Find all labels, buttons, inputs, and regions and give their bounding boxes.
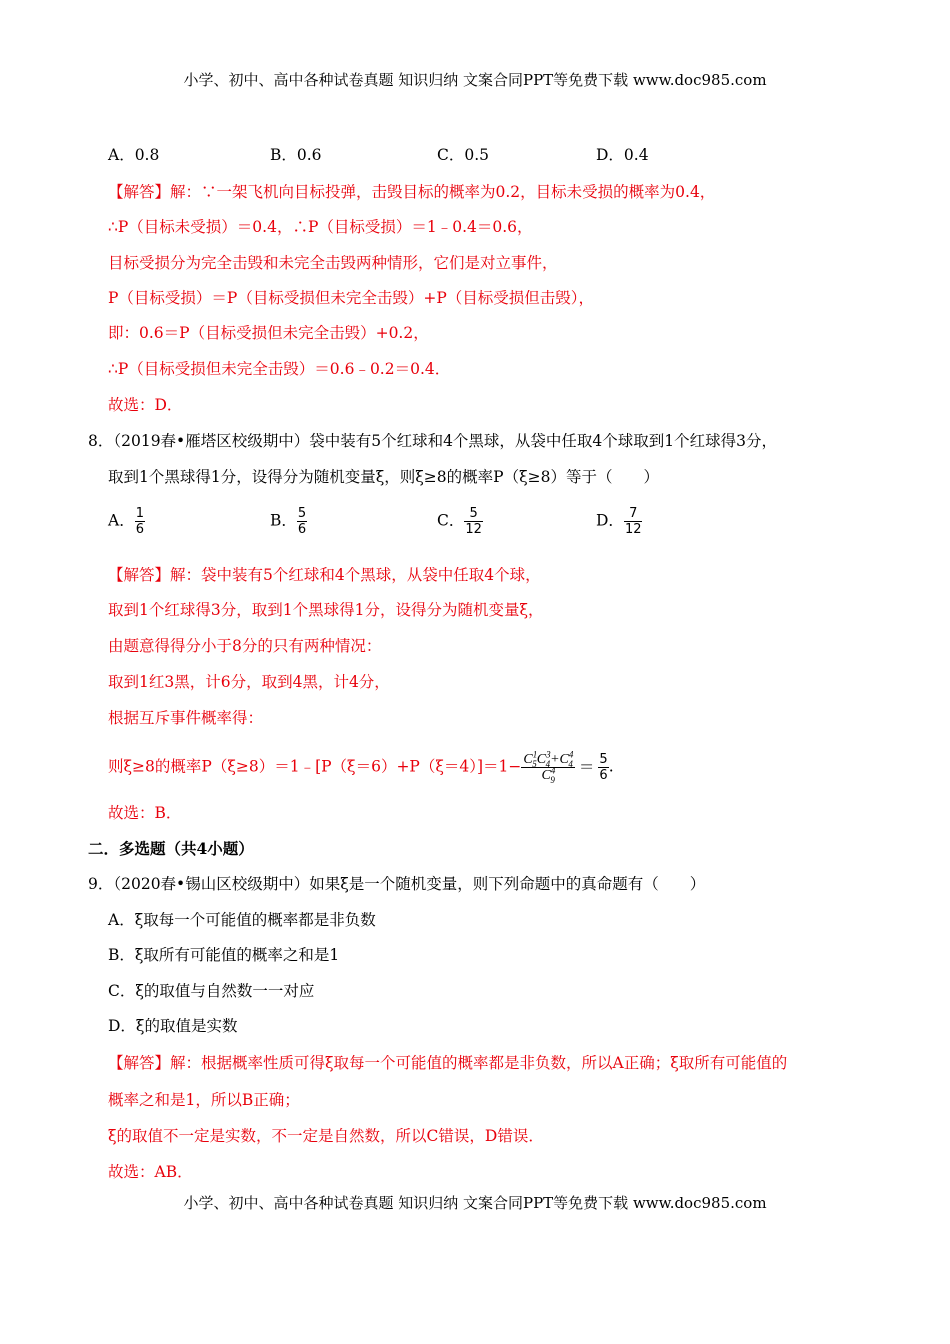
section-heading: 二．多选题（共4小题）	[88, 839, 254, 858]
q9-option-b: B．ξ取所有可能值的概率之和是1	[108, 946, 340, 964]
q7-answer-line: P（目标受损）＝P（目标受损但未完全击毁）+P（目标受损但击毁），	[108, 289, 595, 307]
q8-answer-line: 根据互斥事件概率得：	[108, 709, 264, 727]
q7-option-b: B．0.6	[270, 146, 322, 164]
q7-option-d: D．0.4	[596, 146, 649, 164]
page-footer: 小学、初中、高中各种试卷真题 知识归纳 文案合同PPT等免费下载 www.doc985.com	[183, 1194, 767, 1212]
q9-option-d: D．ξ的取值是实数	[108, 1017, 238, 1035]
q7-choose: 故选：D．	[108, 396, 183, 414]
q8-stem-line1: 8．（2019春•雁塔区校级期中）袋中装有5个红球和4个黑球，从袋中任取4个球取到1个红球得3分，	[88, 432, 778, 450]
q7-answer-line: 即：0.6＝P（目标受损但未完全击毁）+0.2，	[108, 324, 429, 342]
q7-option-c: C．0.5	[437, 146, 490, 164]
q9-answer-line: 概率之和是1，所以B正确；	[108, 1091, 300, 1109]
q8-combination-fraction: $\frac{C^1_5C^3_4+C^4_4}{C^4_9}$	[523, 749, 574, 785]
q8-option-d: D． $\frac{7}{12}$	[596, 506, 642, 537]
q9-option-a: A．ξ取每一个可能值的概率都是非负数	[108, 911, 376, 929]
q8-option-c: C． $\frac{5}{12}$	[437, 506, 482, 537]
q8-formula: 则ξ≥8的概率P（ξ≥8）＝1﹣[P（ξ＝6）+P（ξ＝4）]＝1− $\frac{C^1_5C^3_4+C^4_4}{C^4_9}$ ＝ $\frac{5}{6}$ .	[108, 749, 614, 785]
q8-answer-line: 取到1个红球得3分，取到1个黑球得1分，设得分为随机变量ξ，	[108, 601, 544, 619]
q9-answer-line: 【解答】解：根据概率性质可得ξ取每一个可能值的概率都是非负数，所以A正确；ξ取所有可能值的	[108, 1054, 788, 1072]
q7-answer-line: ∴P（目标受损但未完全击毁）＝0.6﹣0.2＝0.4．	[108, 360, 451, 378]
q8-option-a: A． $\frac{1}{6}$	[108, 506, 144, 537]
page-header: 小学、初中、高中各种试卷真题 知识归纳 文案合同PPT等免费下载 www.doc985.com	[183, 71, 767, 89]
q7-answer-line: ∴P（目标未受损）＝0.4，∴P（目标受损）＝1﹣0.4＝0.6，	[108, 218, 533, 236]
q7-answer-line: 目标受损分为完全击毁和未完全击毁两种情形，它们是对立事件，	[108, 254, 558, 272]
q8-answer-line: 【解答】解：袋中装有5个红球和4个黑球，从袋中任取4个球，	[108, 566, 541, 584]
q7-answer-line: 【解答】解：∵一架飞机向目标投弹，击毁目标的概率为0.2，目标未受损的概率为0.4，	[108, 183, 716, 201]
q9-option-c: C．ξ的取值与自然数一一对应	[108, 982, 315, 1000]
q7-option-a: A．0.8	[108, 146, 160, 164]
q8-option-b: B． $\frac{5}{6}$	[270, 506, 307, 537]
q9-stem: 9．（2020春•锡山区校级期中）如果ξ是一个随机变量，则下列命题中的真命题有（ ）	[88, 875, 706, 893]
q8-choose: 故选：B．	[108, 804, 182, 822]
q8-formula-text: 则ξ≥8的概率P（ξ≥8）＝1﹣[P（ξ＝6）+P（ξ＝4）]＝1−	[108, 757, 522, 776]
q9-answer-line: ξ的取值不一定是实数，不一定是自然数，所以C错误，D错误．	[108, 1127, 544, 1145]
q8-answer-line: 取到1红3黑，计6分，取到4黑，计4分，	[108, 673, 390, 691]
q9-choose: 故选：AB．	[108, 1163, 193, 1181]
q8-stem-line2: 取到1个黑球得1分，设得分为随机变量ξ，则ξ≥8的概率P（ξ≥8）等于（ ）	[108, 468, 659, 486]
q8-answer-line: 由题意得得分小于8分的只有两种情况：	[108, 637, 382, 655]
